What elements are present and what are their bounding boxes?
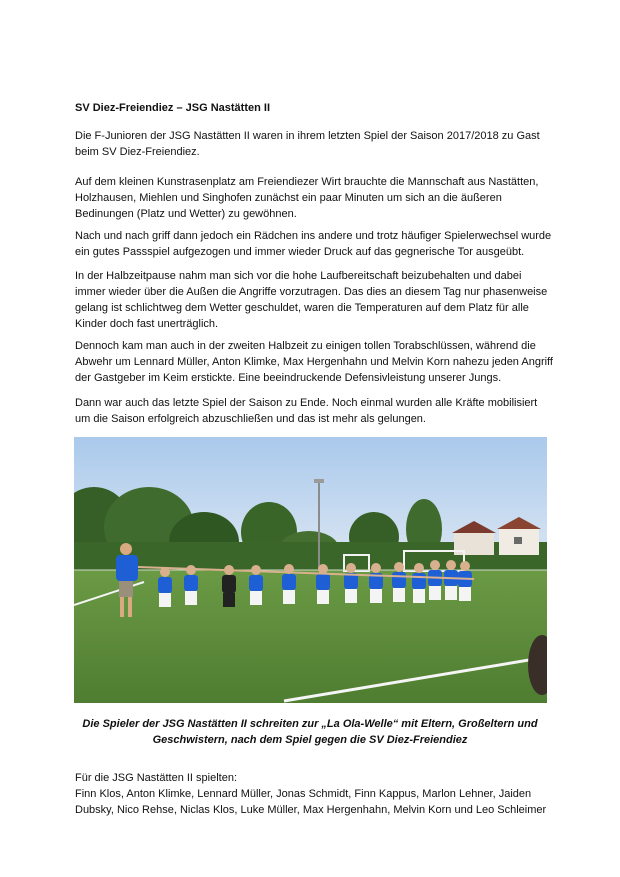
photo-caption: Die Spieler der JSG Nastätten II schreiten zur „La Ola-Welle“ mit Eltern, Großeltern und Geschwistern, nach dem Spiel gegen die SV Diez-Freiendiez bbox=[82, 718, 538, 746]
paragraph-1: Die F-Junioren der JSG Nastätten II waren in ihrem letzten Spiel der Saison 2017/2018 zu Gast beim SV Diez-Freiendiez. bbox=[75, 130, 540, 158]
pitch bbox=[74, 570, 547, 703]
team-photo bbox=[74, 437, 547, 703]
article-title: SV Diez-Freiendiez – JSG Nastätten II bbox=[75, 102, 271, 114]
floodlight-mast bbox=[318, 482, 320, 572]
players-list: Finn Klos, Anton Klimke, Lennard Müller, Jonas Schmidt, Finn Kappus, Marlon Lehner, Jaiden Dubsky, Nico Rehse, Niclas Klos, Luke Müller, Max Hergenhahn, Melvin Korn und Leo Schleimer bbox=[75, 788, 547, 816]
paragraph-4: In der Halbzeitpause nahm man sich vor die hohe Laufbereitschaft beizubehalten und dabei immer wieder über die Außen die Angriffe vorzutragen. Das dies an diesem Tag nur phasenweise gelang ist schlichtweg dem Wetter geschuldet, waren die Temperaturen auf dem Platz für alle Kinder doch fast unerträglich. bbox=[75, 270, 548, 330]
players-heading: Für die JSG Nastätten II spielten: bbox=[75, 772, 238, 784]
paragraph-5: Dennoch kam man auch in der zweiten Halbzeit zu einigen tollen Torabschlüssen, während die Abwehr um Lennard Müller, Anton Klimke, Max Hergenhahn und Melvin Korn nahezu jeden Angriff der Gastgeber im Keim erstickte. Eine beeindruckende Defensivleistung unserer Jungs. bbox=[75, 340, 553, 384]
paragraph-6: Dann war auch das letzte Spiel der Saison zu Ende. Noch einmal wurden alle Kräfte mobilisiert um die Saison erfolgreich abzuschließen und das ist mehr als gelungen. bbox=[75, 397, 538, 425]
players-section bbox=[75, 770, 553, 818]
paragraph-2: Auf dem kleinen Kunstrasenplatz am Freiendiezer Wirt brauchte die Mannschaft aus Nastätten, Holzhausen, Miehlen und Singhofen zunächst ein paar Minuten um sich an die äußeren Bedinungen (Platz und Wetter) zu gewöhnen. bbox=[75, 176, 539, 220]
paragraph-3: Nach und nach griff dann jedoch ein Rädchen ins andere und trotz häufiger Spielerwechsel wurde ein gutes Passspiel aufgezogen und immer wieder Druck auf das gegnerische Tor ausgeübt. bbox=[75, 230, 552, 258]
